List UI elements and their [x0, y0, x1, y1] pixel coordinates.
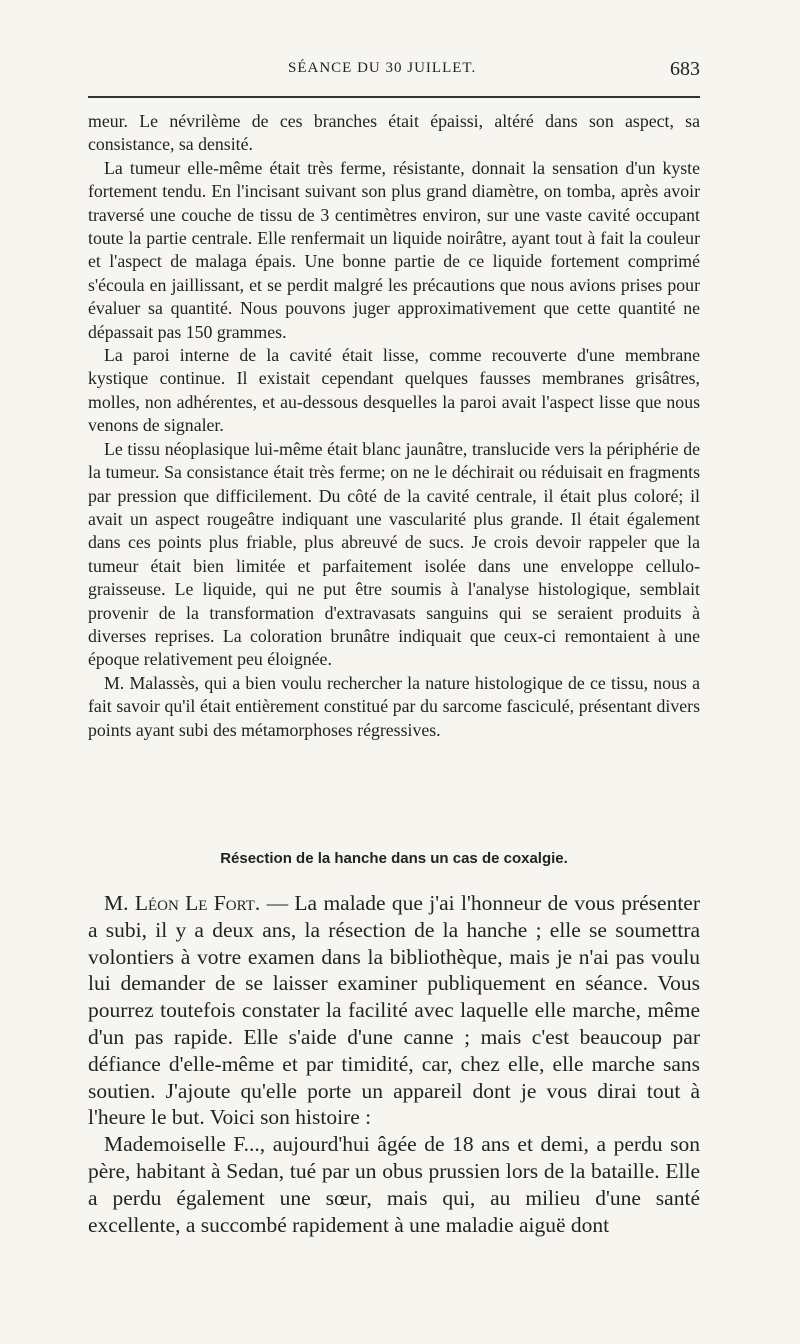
case-report-text [88, 110, 700, 742]
page-number: 683 [670, 58, 700, 80]
section-heading: Résection de la hanche dans un cas de coxalgie. [220, 850, 568, 867]
header-rule [88, 96, 700, 98]
paragraph: La paroi interne de la cavité était lisse, comme recouverte d'une membrane kystique continue. Il existait cependant quelques fausses membranes grisâtres, molles, non adhérentes, et au-dessous desquelles la paroi avait l'aspect lisse que nous venons de signaler. [88, 345, 700, 436]
paragraph: M. Malassès, qui a bien voulu rechercher la nature histologique de ce tissu, nous a fait savoir qu'il était entièrement constitué par du sarcome fasciculé, présentant divers points ayant subi des métamorphoses régressives. [88, 672, 700, 740]
running-title: SÉANCE DU 30 JUILLET. [288, 60, 477, 76]
page-header [88, 60, 700, 86]
paragraph: meur. Le névrilème de ces branches était épaissi, altéré dans son aspect, sa consistance, sa densité. [88, 111, 700, 155]
paragraph-text: — La malade que j'ai l'honneur de vous présenter a subi, il y a deux ans, la résection de la hanche ; elle se soumettra volontiers à votre examen dans la bibliothèque, mais je n'ai pas voulu lui demander de se laisser examiner publiquement en séance. Vous pourrez toutefois constater la facilité avec laquelle elle marche, même d'un pas rapide. Elle s'aide d'une canne ; mais c'est beaucoup par défiance d'elle-même et par timidité, car, chez elle, elle marche sans soutien. J'ajoute qu'elle porte un appareil dont je vous dirai tout à l'heure le but. Voici son histoire : [88, 891, 701, 1130]
paragraph: Le tissu néoplasique lui-même était blanc jaunâtre, translucide vers la périphérie de la tumeur. Sa consistance était très ferme; on ne le déchirait ou réduisait en fragments par pression que difficilement. Du côté de la cavité centrale, il était plus coloré; il avait un aspect rougeâtre indiquant une vascularité plus grande. Il était également dans ces points plus friable, plus abreuvé de sucs. Je crois devoir rappeler que la tumeur était bien limitée et parfaitement isolée dans une enveloppe cellulo-graisseuse. Le liquide, qui ne put être soumis à l'analyse histologique, semblait provenir de la transformation d'extravasats sanguins qui se seraient produits à diverses reprises. La coloration brunâtre indiquait que ceux-ci remontaient à une époque relativement peu éloignée. [88, 438, 700, 670]
presentation-text [88, 890, 700, 1238]
paragraph: Mademoiselle F..., aujourd'hui âgée de 18 ans et demi, a perdu son père, habitant à Sedan, tué par un obus prussien lors de la bataille. Elle a perdu également une sœur, mais qui, au milieu d'une santé excellente, a succombé rapidement à une maladie aiguë dont [88, 1132, 700, 1237]
paragraph: La tumeur elle-même était très ferme, résistante, donnait la sensation d'un kyste fortement tendu. En l'incisant suivant son plus grand diamètre, on tomba, après avoir traversé une couche de tissu de 3 centimètres environ, sur une vaste cavité occupant toute la partie centrale. Elle renfermait un liquide noirâtre, ayant tout à fait la couleur et l'aspect de malaga épais. Une bonne partie de ce liquide fortement comprimé s'écoula en jaillissant, et se perdit malgré les précautions que nous avions prises pour évaluer sa quantité. Nous pouvons juger approximativement que cette quantité ne dépassait pas 150 grammes. [88, 157, 700, 342]
paragraph [88, 890, 700, 1131]
speaker-name: M. Léon Le Fort. [104, 891, 261, 915]
